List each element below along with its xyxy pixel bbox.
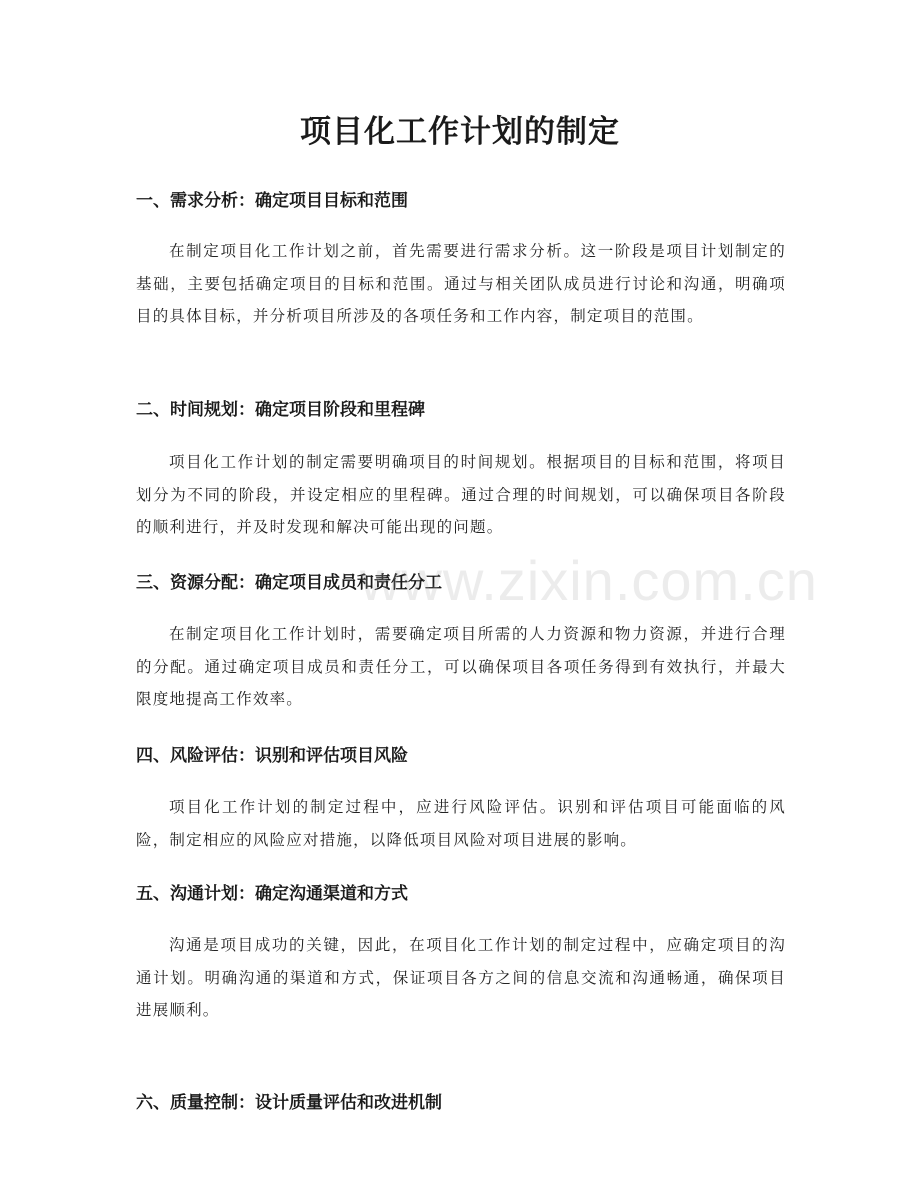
section-heading-5: 五、沟通计划：确定沟通渠道和方式 [136, 884, 408, 904]
section-paragraph-5: 沟通是项目成功的关键，因此，在项目化工作计划的制定过程中，应确定项目的沟通计划。明确沟通的渠道和方式，保证项目各方之间的信息交流和沟通畅通，确保项目进展顺利。 [136, 936, 786, 1019]
section-heading-3: 三、资源分配：确定项目成员和责任分工 [136, 573, 442, 593]
section-heading-6: 六、质量控制：设计质量评估和改进机制 [136, 1093, 442, 1113]
section-paragraph-2: 项目化工作计划的制定需要明确项目的时间规划。根据项目的目标和范围，将项目划分为不同的阶段，并设定相应的里程碑。通过合理的时间规划，可以确保项目各阶段的顺利进行，并及时发现和解决可能出现的问题。 [136, 453, 786, 536]
document-title: 项目化工作计划的制定 [300, 114, 620, 150]
section-heading-4: 四、风险评估：识别和评估项目风险 [136, 746, 408, 766]
section-paragraph-3: 在制定项目化工作计划时，需要确定项目所需的人力资源和物力资源，并进行合理的分配。通过确定项目成员和责任分工，可以确保项目各项任务得到有效执行，并最大限度地提高工作效率。 [136, 625, 786, 708]
section-heading-1: 一、需求分析：确定项目目标和范围 [136, 191, 408, 211]
watermark: www.zixin.com.cn [360, 549, 818, 612]
section-paragraph-4: 项目化工作计划的制定过程中，应进行风险评估。识别和评估项目可能面临的风险，制定相应的风险应对措施，以降低项目风险对项目进展的影响。 [136, 798, 786, 849]
section-paragraph-1: 在制定项目化工作计划之前，首先需要进行需求分析。这一阶段是项目计划制定的基础，主要包括确定项目的目标和范围。通过与相关团队成员进行讨论和沟通，明确项目的具体目标，并分析项目所涉及的各项任务和工作内容，制定项目的范围。 [136, 242, 786, 325]
section-heading-2: 二、时间规划：确定项目阶段和里程碑 [136, 400, 425, 420]
